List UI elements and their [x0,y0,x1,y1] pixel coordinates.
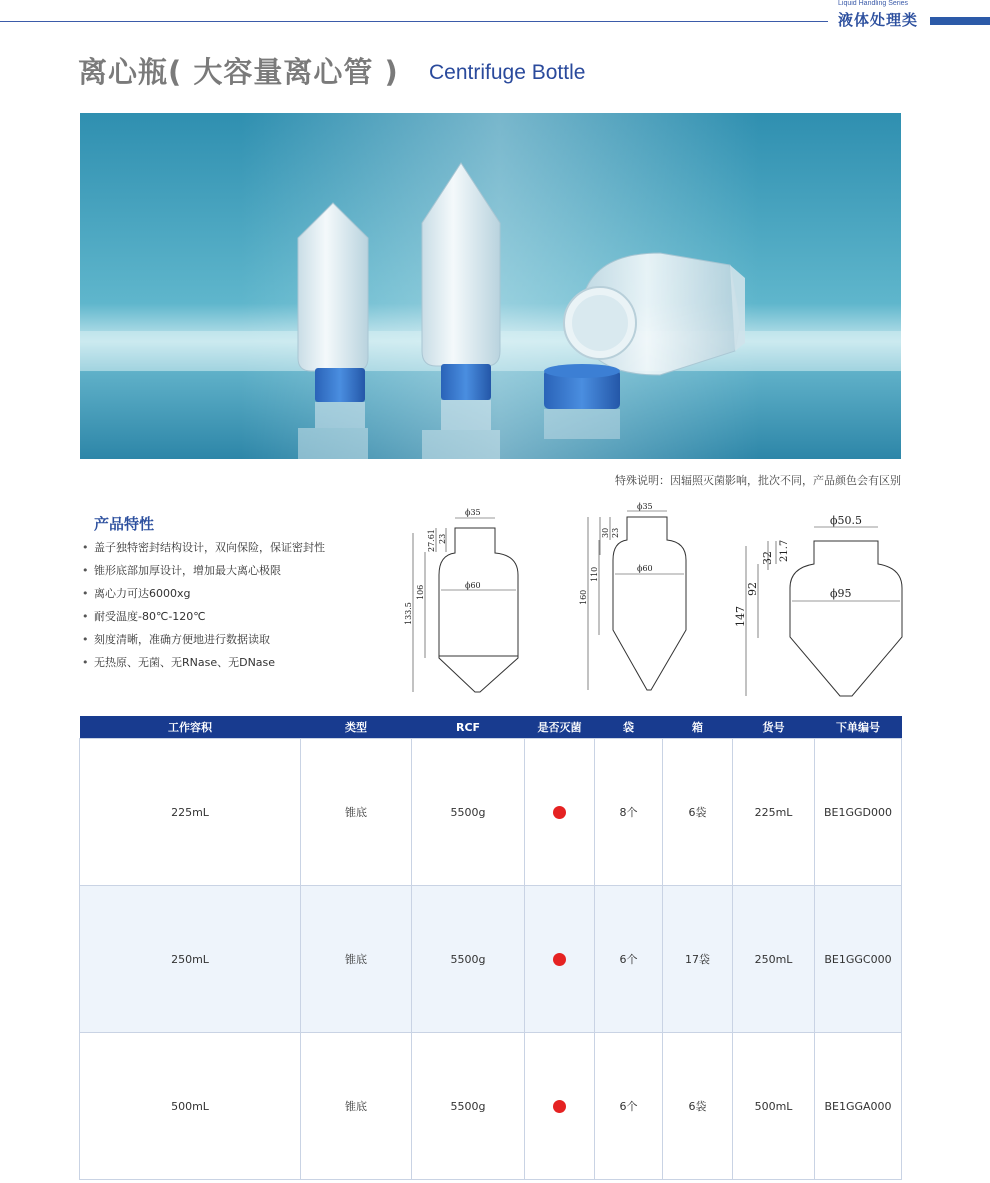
neck-height-label: 30 [601,527,610,538]
column-header: RCF [412,716,525,739]
column-header: 袋 [595,716,663,739]
dimension-diagram-250ml [573,500,693,700]
product-photo [80,113,901,459]
body-diameter-label: ϕ60 [637,564,653,573]
type-cell: 锥底 [301,1033,412,1180]
rcf-cell: 5500g [412,886,525,1033]
table-row [80,886,902,1033]
total-height-label: 133.5 [404,602,413,625]
body-diameter-label: ϕ60 [465,581,481,590]
page-title-english: Centrifuge Bottle [429,61,586,84]
table-row [80,1033,902,1180]
sterile-cell [525,739,595,886]
order-number-cell: BE1GGC000 [815,886,902,1033]
cap-diameter-label: ϕ35 [637,502,653,511]
list-item: • 盖子独特密封结构设计，双向保险，保证密封性 [82,541,325,554]
volume-cell: 250mL [80,886,301,1033]
box-cell: 17袋 [663,886,733,1033]
sterile-cell [525,1033,595,1180]
series-chinese: 液体处理类 [838,11,919,29]
body-diameter-label: ϕ95 [830,587,852,600]
dimension-diagram-500ml [730,500,910,700]
series-english: Liquid Handling Series [838,0,909,7]
table-header-row [80,716,902,739]
bag-cell: 6个 [595,1033,663,1180]
column-header: 类型 [301,716,412,739]
rcf-cell: 5500g [412,1033,525,1180]
sterile-dot-icon [553,806,566,819]
total-height-label: 160 [579,589,588,605]
series-accent-bar [930,17,990,25]
neck-height-label: 27.61 [427,529,436,552]
features-title: 产品特性 [94,515,155,533]
neck-height-label: 21.7 [779,539,790,562]
order-number-cell: BE1GGD000 [815,739,902,886]
table-row [80,739,902,886]
item-number-cell: 250mL [733,886,815,1033]
sterile-cell [525,886,595,1033]
volume-cell: 225mL [80,739,301,886]
list-item: • 无热原、无菌、无RNase、无DNase [82,656,276,669]
cap-height-label: 23 [438,533,447,544]
column-header: 下单编号 [815,716,902,739]
header-rule [0,21,828,22]
page-title-chinese: 离心瓶( 大容量离心管 ) [78,55,399,89]
spec-table [79,716,902,1180]
body-height-label: 92 [746,582,759,596]
list-item: • 离心力可达6000xg [82,587,191,600]
list-item: • 耐受温度-80℃-120℃ [82,610,206,623]
volume-cell: 500mL [80,1033,301,1180]
body-height-label: 106 [416,584,425,600]
box-cell: 6袋 [663,1033,733,1180]
column-header: 箱 [663,716,733,739]
cap-height-label: 32 [761,551,774,565]
dimension-diagram-225ml [395,500,535,700]
list-item: • 刻度清晰，准确方便地进行数据读取 [82,633,270,646]
rcf-cell: 5500g [412,739,525,886]
item-number-cell: 500mL [733,1033,815,1180]
special-note: 特殊说明：因辐照灭菌影响，批次不同，产品颜色会有区别 [615,474,901,487]
total-height-label: 147 [734,606,747,627]
column-header: 货号 [733,716,815,739]
bag-cell: 8个 [595,739,663,886]
type-cell: 锥底 [301,739,412,886]
body-height-label: 110 [590,566,599,582]
cap-diameter-label: ϕ35 [465,508,481,517]
column-header: 工作容积 [80,716,301,739]
sterile-dot-icon [553,953,566,966]
type-cell: 锥底 [301,886,412,1033]
cap-height-label: 23 [611,527,620,538]
bag-cell: 6个 [595,886,663,1033]
item-number-cell: 225mL [733,739,815,886]
sterile-dot-icon [553,1100,566,1113]
features-list [82,540,325,678]
list-item: • 锥形底部加厚设计，增加最大离心极限 [82,564,281,577]
box-cell: 6袋 [663,739,733,886]
cap-diameter-label: ϕ50.5 [830,514,862,527]
order-number-cell: BE1GGA000 [815,1033,902,1180]
column-header: 是否灭菌 [525,716,595,739]
